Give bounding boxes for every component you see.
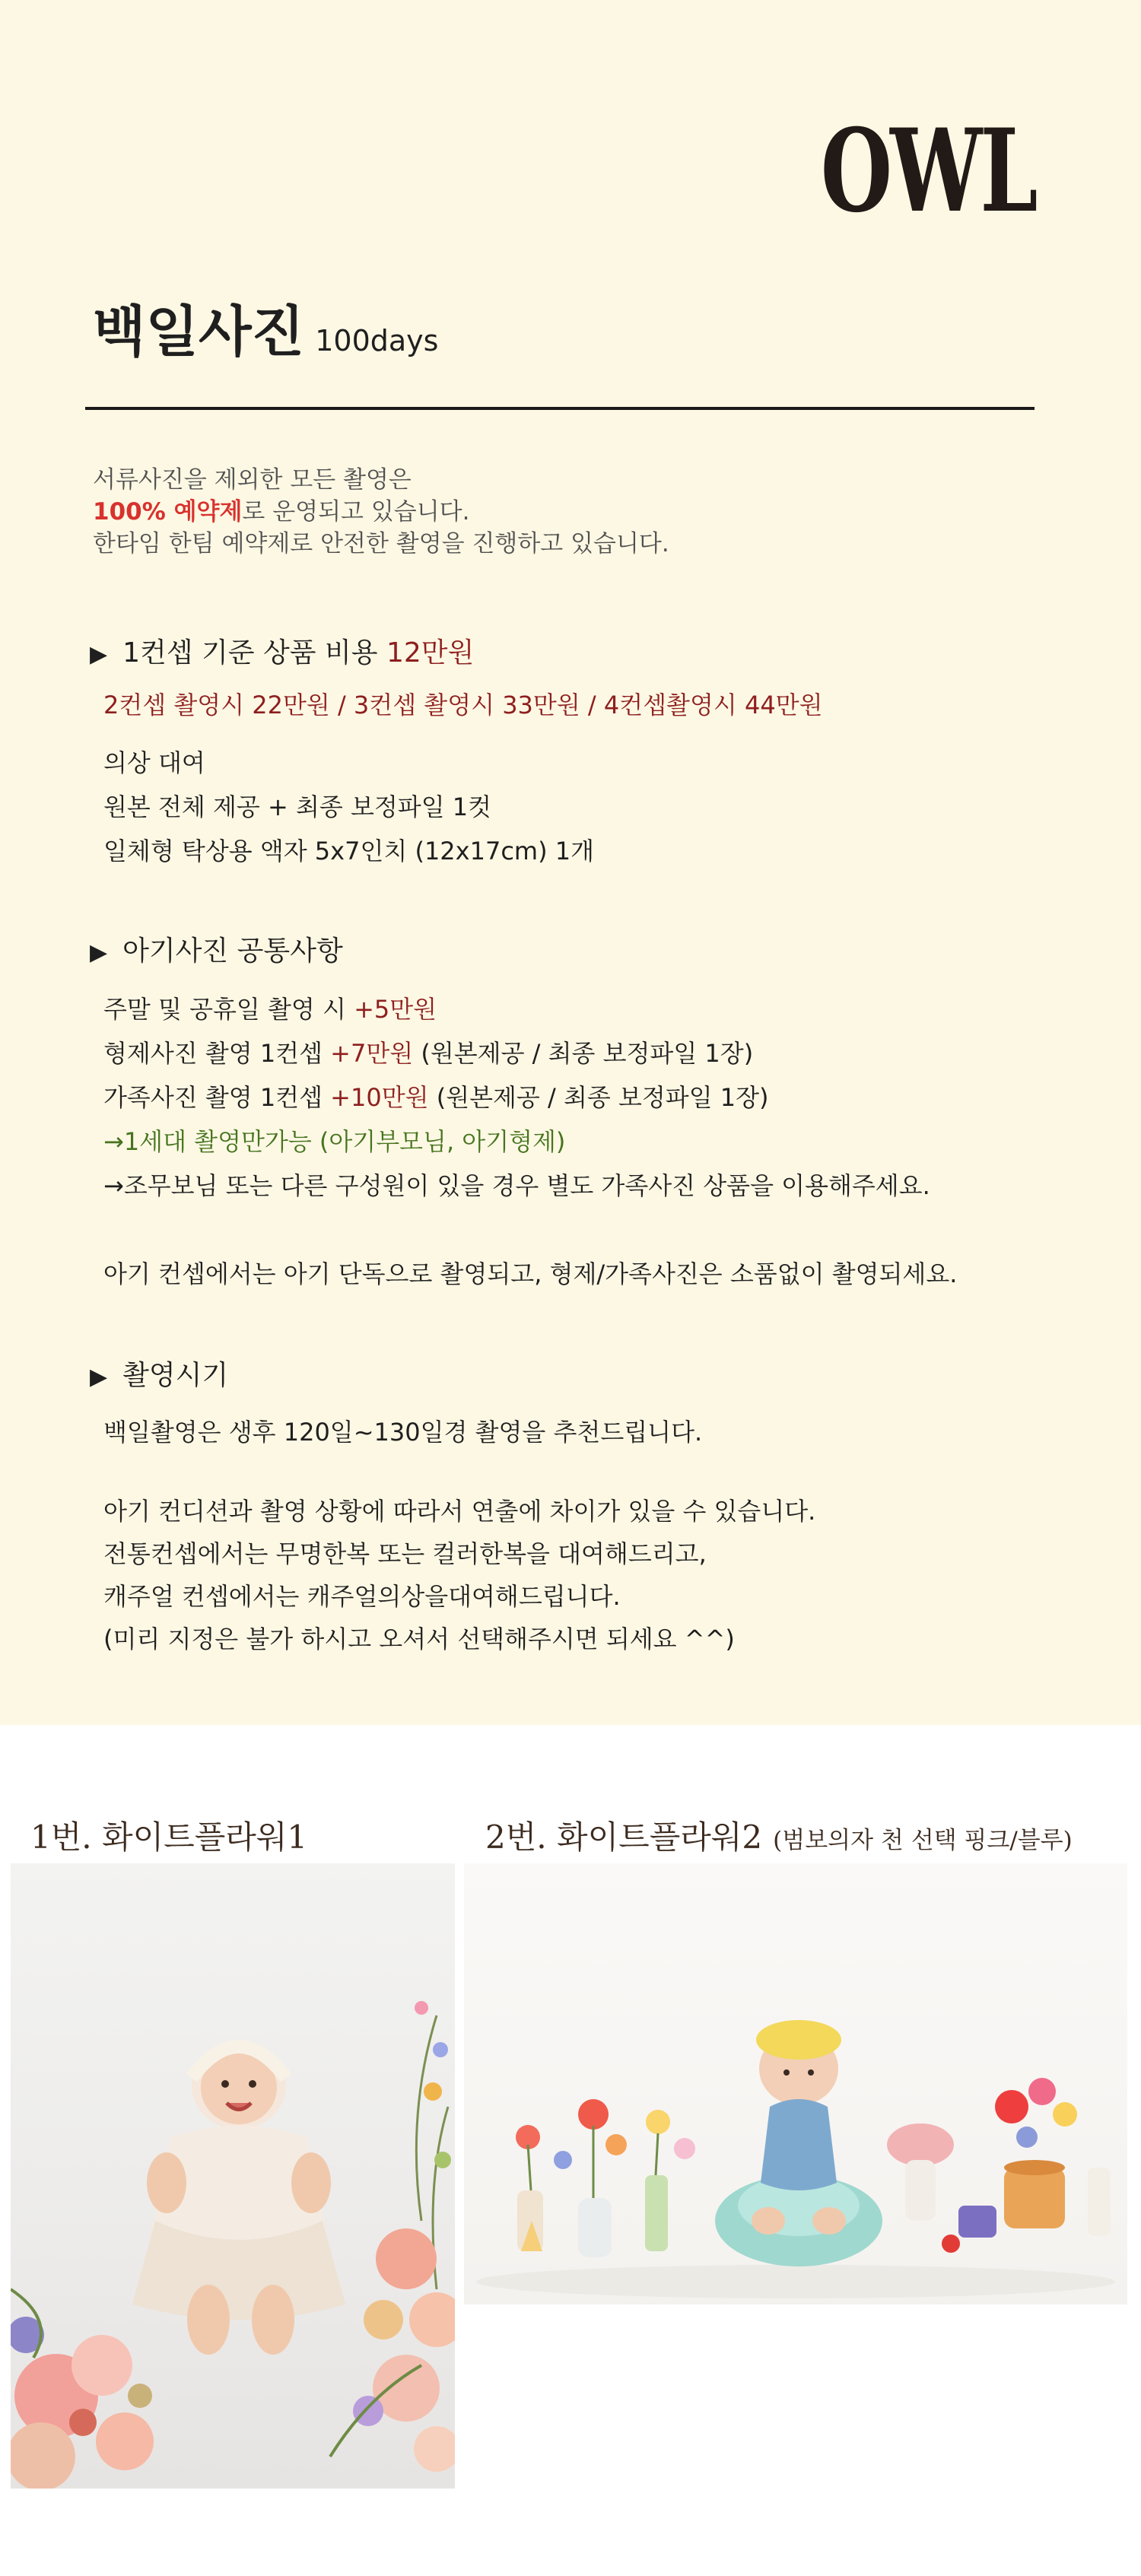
notice-line-1: 서류사진을 제외한 모든 촬영은 bbox=[93, 466, 412, 494]
product-1-label: 1번. 화이트플라워1 bbox=[30, 1818, 308, 1856]
section-price-heading bbox=[90, 631, 474, 670]
baby-white-flower-image bbox=[11, 1863, 455, 2489]
product-1-title bbox=[30, 1812, 307, 1858]
sibling-surcharge bbox=[103, 1034, 753, 1069]
family-surcharge bbox=[103, 1078, 769, 1113]
section-timing-label: 촬영시기 bbox=[122, 1360, 229, 1391]
section-timing-heading bbox=[90, 1354, 228, 1393]
notice-line-2 bbox=[93, 496, 669, 528]
included-item-1: 의상 대여 bbox=[103, 748, 205, 777]
sibling-price: +7만원 bbox=[330, 1039, 414, 1068]
product-2-photo bbox=[464, 1863, 1127, 2304]
baby-bumbo-flower-image bbox=[464, 1863, 1127, 2304]
grandparents-note: →조무보님 또는 다른 구성원이 있을 경우 별도 가족사진 상품을 이용해주세요. bbox=[103, 1171, 930, 1200]
timing-note-1: 아기 컨디션과 촬영 상황에 따라서 연출에 차이가 있을 수 있습니다. bbox=[103, 1497, 816, 1526]
timing-note-2: 전통컨셉에서는 무명한복 또는 컬러한복을 대여해드리고, bbox=[103, 1539, 707, 1568]
timing-recommendation: 백일촬영은 생후 120일~130일경 촬영을 추천드립니다. bbox=[103, 1418, 703, 1447]
multi-concept-prices: 2컨셉 촬영시 22만원 / 3컨셉 촬영시 33만원 / 4컨셉촬영시 44만원 bbox=[103, 691, 823, 719]
triangle-right-icon: ▶ bbox=[90, 939, 108, 966]
notice-line-2-rest: 로 운영되고 있습니다. bbox=[242, 498, 470, 526]
triangle-right-icon: ▶ bbox=[90, 641, 108, 668]
included-item-3: 일체형 탁상용 액자 5x7인치 (12x17cm) 1개 bbox=[103, 837, 595, 866]
notice-line-3: 한타임 한팀 예약제로 안전한 촬영을 진행하고 있습니다. bbox=[93, 530, 669, 557]
base-price: 12만원 bbox=[386, 637, 475, 669]
section-price-label: 1컨셉 기준 상품 비용 bbox=[122, 637, 386, 669]
triangle-right-icon: ▶ bbox=[90, 1364, 108, 1390]
product-2-note: (범보의자 천 선택 핑크/블루) bbox=[773, 1827, 1073, 1854]
timing-note-3: 캐주얼 컨셉에서는 캐주얼의상을대여해드립니다. bbox=[103, 1582, 621, 1611]
title-sub: 100days bbox=[315, 324, 439, 357]
title-divider bbox=[85, 407, 1035, 410]
section-common-heading bbox=[90, 929, 343, 968]
reservation-highlight: 100% 예약제 bbox=[93, 498, 243, 526]
title-main: 백일사진 bbox=[93, 300, 305, 364]
reservation-notice bbox=[93, 464, 669, 560]
page-title bbox=[93, 287, 438, 367]
product-1-photo bbox=[11, 1863, 455, 2489]
props-note: 아기 컨셉에서는 아기 단독으로 촬영되고, 형제/가족사진은 소품없이 촬영되세요. bbox=[103, 1259, 958, 1288]
timing-note-4: (미리 지정은 불가 하시고 오셔서 선택해주시면 되세요 ^^) bbox=[103, 1625, 735, 1653]
owl-logo: OWL bbox=[821, 104, 1036, 238]
included-item-2: 원본 전체 제공 + 최종 보정파일 1컷 bbox=[103, 792, 492, 821]
sibling-label: 형제사진 촬영 1컨셉 bbox=[103, 1039, 331, 1068]
family-label: 가족사진 촬영 1컨셉 bbox=[103, 1083, 331, 1112]
product-2-title bbox=[485, 1812, 1073, 1858]
weekend-label: 주말 및 공휴일 촬영 시 bbox=[103, 995, 354, 1024]
first-generation-note: →1세대 촬영만가능 (아기부모님, 아기형제) bbox=[103, 1127, 566, 1156]
product-2-label: 2번. 화이트플라워2 bbox=[485, 1818, 763, 1856]
family-note: (원본제공 / 최종 보정파일 1장) bbox=[428, 1083, 769, 1112]
weekend-price: +5만원 bbox=[354, 995, 437, 1024]
sibling-note: (원본제공 / 최종 보정파일 1장) bbox=[413, 1039, 754, 1068]
weekend-surcharge bbox=[103, 990, 437, 1025]
section-common-label: 아기사진 공통사항 bbox=[122, 935, 343, 967]
family-price: +10만원 bbox=[330, 1083, 429, 1112]
